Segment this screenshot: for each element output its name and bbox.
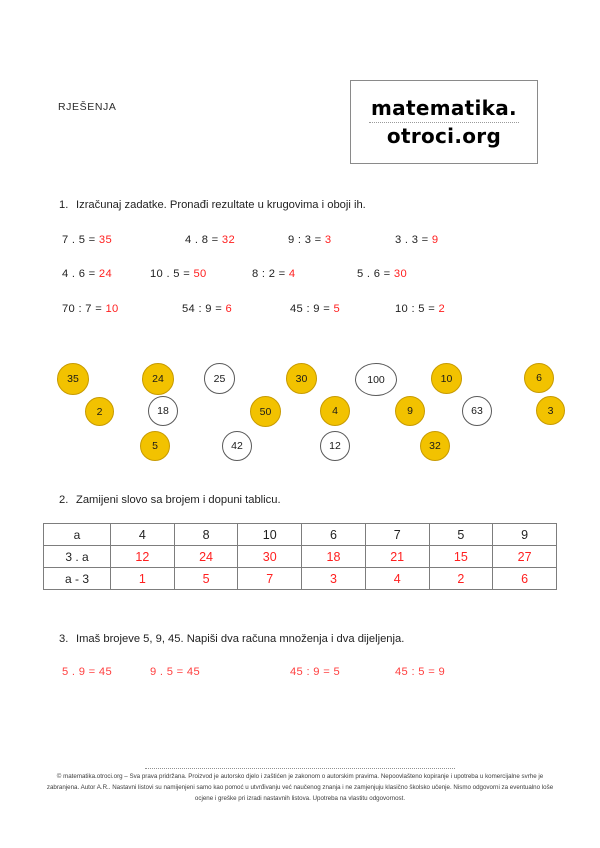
task-1-heading-text: Izračunaj zadatke. Pronađi rezultate u krugovima i oboji ih.: [76, 199, 366, 211]
equation-item: [62, 303, 119, 315]
equation-row: [0, 303, 600, 319]
number-circle-value: 12: [329, 440, 341, 452]
table-cell[interactable]: 2: [429, 568, 493, 590]
table-cell[interactable]: 7: [365, 524, 429, 546]
table-row-label: a: [44, 524, 111, 546]
site-logo-box: [350, 80, 538, 164]
number-circle-value: 35: [67, 373, 79, 385]
number-circle-value: 63: [471, 405, 483, 417]
number-circle-value: 3: [547, 404, 554, 417]
task-3-answers-group: [0, 666, 600, 682]
equation-answer: 24: [98, 268, 112, 280]
table-cell[interactable]: 10: [238, 524, 302, 546]
table-cell[interactable]: 4: [365, 568, 429, 590]
equation-expression: 70 : 7 =: [62, 303, 106, 315]
table-row: [44, 524, 557, 546]
task-2-heading-text: Zamijeni slovo sa brojem i dopuni tablicu.: [76, 494, 281, 506]
equation-item: [62, 234, 112, 246]
task-3-answer: 5 . 9 = 45: [62, 666, 112, 678]
task-3-answer: 9 . 5 = 45: [150, 666, 200, 678]
equation-row: [0, 268, 600, 284]
task-2-number: 2.: [59, 494, 69, 506]
number-circle[interactable]: [320, 431, 350, 461]
footer: [40, 768, 560, 805]
number-circle-value: 5: [152, 440, 158, 452]
equation-expression: 4 . 6 =: [62, 268, 99, 280]
equation-answer: 5: [333, 303, 340, 315]
equation-answer: 10: [105, 303, 119, 315]
equation-item: [150, 268, 207, 280]
equation-expression: 10 . 5 =: [150, 268, 194, 280]
equation-expression: 4 . 8 =: [185, 234, 222, 246]
table-row-label: 3 . a: [44, 546, 111, 568]
equation-answer: 6: [225, 303, 232, 315]
number-circle-value: 42: [231, 440, 243, 452]
number-circle-value: 18: [157, 405, 169, 417]
task-3-heading-text: Imaš brojeve 5, 9, 45. Napiši dva računa množenja i dva dijeljenja.: [76, 633, 405, 645]
table-cell[interactable]: 6: [493, 568, 557, 590]
table-cell[interactable]: 9: [493, 524, 557, 546]
number-circle[interactable]: [286, 363, 317, 394]
task-3-answer: 45 : 5 = 9: [395, 666, 445, 678]
number-circle[interactable]: [57, 363, 89, 395]
table-cell[interactable]: 4: [111, 524, 175, 546]
logo-divider: [369, 122, 519, 123]
table-row: [44, 546, 557, 568]
number-circle-value: 2: [96, 405, 103, 418]
logo-line-primary: matematika.: [371, 95, 517, 120]
task-2-heading: [59, 494, 281, 506]
number-circle-value: 50: [259, 405, 272, 418]
equation-item: [185, 234, 235, 246]
equation-item: [395, 234, 438, 246]
number-circle[interactable]: [85, 397, 114, 426]
equation-answer: 30: [393, 268, 407, 280]
copyright-text: © matematika.otroci.org – Sva prava pridržana. Proizvod je autorsko djelo i zaštićen je zakonom o autorskim pravima. Nepoovlašteno kopiranje i upotreba u komercijalne svrhe je zabranjena. Autor A.R.. Nastavni listovi su namijenjeni samo kao pomoć u utvrđivanju već naučenog znanja i ne zamjenjuju klasično školsko učenje. Nismo odgovorni za eventualno loše ocjene i greške pri izradi nastavnih listova. Upotreba na vlastitu odgovornost.: [46, 773, 554, 802]
equation-expression: 7 . 5 =: [62, 234, 99, 246]
table-cell[interactable]: 1: [111, 568, 175, 590]
task-1-heading: [59, 199, 366, 211]
equation-expression: 54 : 9 =: [182, 303, 226, 315]
logo-line-secondary: otroci.org: [386, 123, 502, 148]
number-circle[interactable]: [222, 431, 252, 461]
task-3-answer: 45 : 9 = 5: [290, 666, 340, 678]
number-circle[interactable]: [320, 396, 350, 426]
table-row: [44, 568, 557, 590]
equation-expression: 10 : 5 =: [395, 303, 439, 315]
number-circle-value: 6: [536, 372, 542, 384]
table-cell[interactable]: 30: [238, 546, 302, 568]
number-circle[interactable]: [536, 396, 565, 425]
table-cell[interactable]: 21: [365, 546, 429, 568]
equation-expression: 3 . 3 =: [395, 234, 432, 246]
number-circles-group: [0, 358, 600, 474]
worksheet-type-label: RJEŠENJA: [58, 101, 117, 113]
equation-item: [357, 268, 407, 280]
number-circle[interactable]: [140, 431, 170, 461]
equation-expression: 5 . 6 =: [357, 268, 394, 280]
number-circle-value: 25: [213, 372, 226, 385]
table-cell[interactable]: 15: [429, 546, 493, 568]
equation-item: [182, 303, 232, 315]
table-cell[interactable]: 12: [111, 546, 175, 568]
equation-answer: 2: [438, 303, 445, 315]
equation-answer: 32: [221, 234, 235, 246]
number-circle[interactable]: [250, 396, 281, 427]
number-circle[interactable]: [462, 396, 492, 426]
equation-answer: 3: [324, 234, 332, 246]
number-circle[interactable]: [148, 396, 178, 426]
number-circle[interactable]: [204, 363, 235, 394]
number-circle[interactable]: [420, 431, 450, 461]
number-circle-value: 4: [332, 405, 338, 417]
equation-item: [62, 268, 112, 280]
number-circle-value: 30: [295, 372, 308, 385]
equation-answer: 50: [193, 268, 207, 280]
footer-divider: [145, 768, 455, 769]
number-circle-value: 32: [429, 440, 441, 452]
table-cell[interactable]: 7: [238, 568, 302, 590]
number-circle-value: 100: [367, 373, 385, 386]
equation-item: [288, 234, 331, 246]
table-cell[interactable]: 5: [174, 568, 238, 590]
equation-answer: 9: [431, 234, 439, 246]
equation-item: [395, 303, 445, 315]
number-circle-value: 24: [152, 373, 164, 385]
table-cell[interactable]: 5: [429, 524, 493, 546]
number-circle[interactable]: [355, 363, 397, 396]
table-cell[interactable]: 18: [302, 546, 366, 568]
equation-item: [252, 268, 295, 280]
table-row-label: a - 3: [44, 568, 111, 590]
equation-item: [290, 303, 340, 315]
equation-expression: 8 : 2 =: [252, 268, 289, 280]
value-table: [43, 523, 557, 590]
equation-row: [0, 234, 600, 250]
number-circle[interactable]: [142, 363, 174, 395]
table-cell[interactable]: 6: [302, 524, 366, 546]
task-1-number: 1.: [59, 199, 69, 211]
number-circle[interactable]: [431, 363, 462, 394]
table-cell[interactable]: 24: [174, 546, 238, 568]
table-cell[interactable]: 27: [493, 546, 557, 568]
number-circle-value: 9: [407, 405, 413, 417]
table-cell[interactable]: 3: [302, 568, 366, 590]
task-3-heading: [59, 633, 404, 645]
number-circle[interactable]: [524, 363, 554, 393]
number-circle-value: 10: [440, 372, 453, 385]
equation-expression: 9 : 3 =: [288, 234, 325, 246]
equation-expression: 45 : 9 =: [290, 303, 334, 315]
equation-answer: 35: [98, 234, 112, 246]
number-circle[interactable]: [395, 396, 425, 426]
table-cell[interactable]: 8: [174, 524, 238, 546]
task-3-number: 3.: [59, 633, 69, 645]
equation-answer: 4: [288, 268, 296, 280]
